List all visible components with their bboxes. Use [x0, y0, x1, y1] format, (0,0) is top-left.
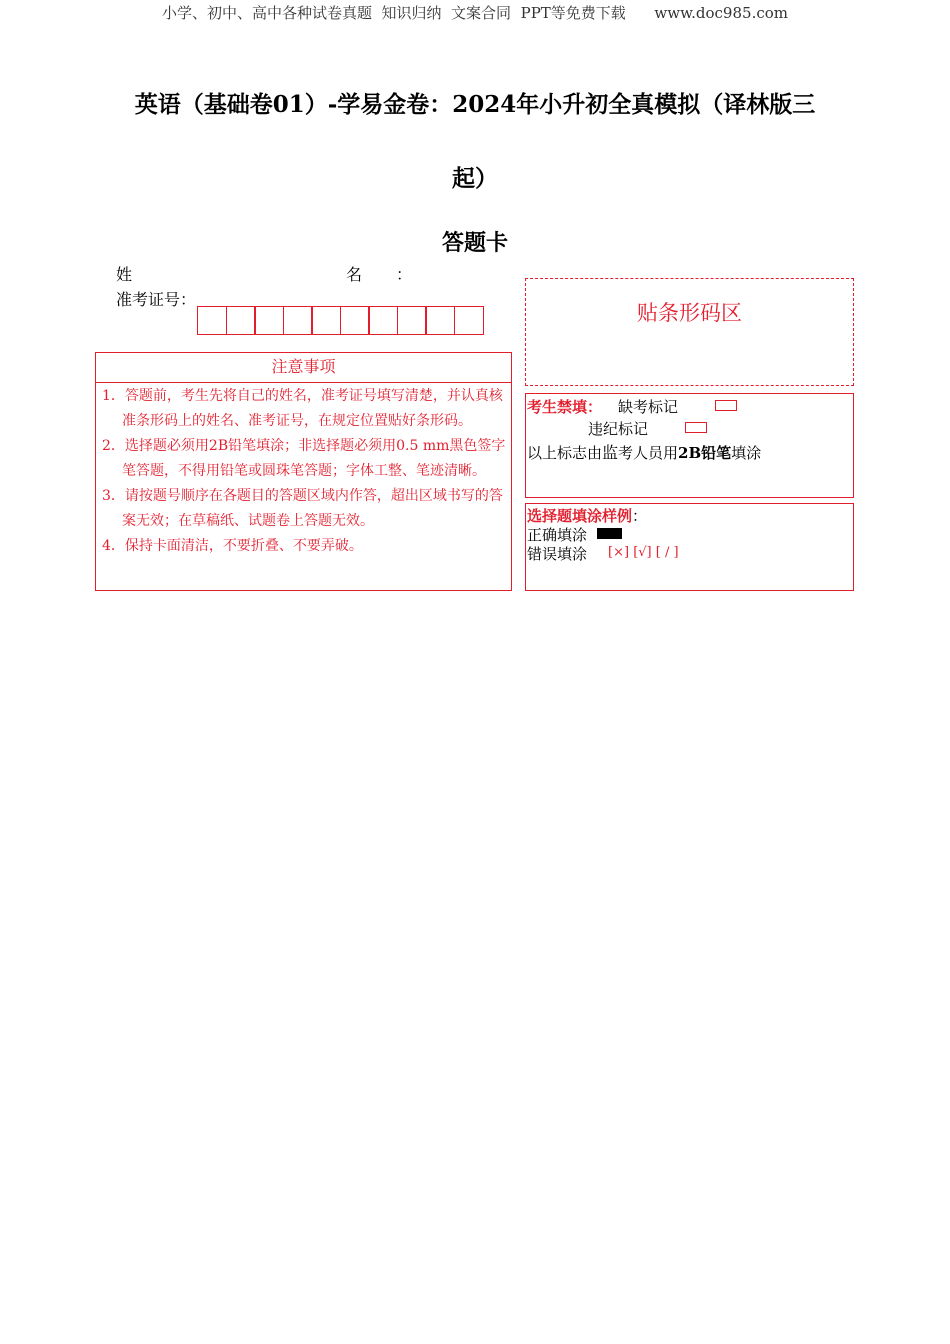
fill-example-label: 选择题填涂样例: [527, 507, 633, 525]
document-title-line-2: 起）: [452, 165, 498, 192]
correct-fill-sample: [597, 528, 622, 539]
exam-id-cell[interactable]: [226, 306, 256, 335]
barcode-area: [525, 278, 854, 386]
forbidden-note: [527, 440, 761, 463]
answer-card-title: 答题卡: [441, 231, 508, 256]
wrong-fill-sample: [×]: [608, 545, 630, 560]
note-item: 3．请按题号顺序在各题目的答题区域内作答，超出区域书写的答案无效；在草稿纸、试题卷上答题无效。: [102, 488, 503, 529]
fill-example-colon: ：: [632, 507, 648, 525]
notes-title: 注意事项: [96, 353, 511, 383]
exam-id-cell[interactable]: [397, 306, 427, 335]
forbidden-note-b: 监: [602, 443, 619, 462]
page-header: 小学、初中、高中各种试卷真题 知识归纳 文案合同 PPT等免费下载 www.doc985.com: [161, 4, 788, 22]
exam-id-label: 准考证号：: [116, 290, 197, 309]
document-title-line-1: 英语（基础卷01）-学易金卷：2024年小升初全真模拟（译林版三: [134, 91, 816, 118]
absent-mark-box[interactable]: [715, 400, 737, 411]
wrong-fill-label: 错误填涂: [527, 545, 588, 563]
notes-list: [102, 384, 506, 559]
name-label-a: 姓: [116, 265, 133, 284]
correct-fill-label: 正确填涂: [527, 526, 588, 544]
exam-id-cell[interactable]: [283, 306, 313, 335]
violation-mark-label: 违纪标记: [588, 420, 649, 438]
forbidden-note-d: 2B: [678, 444, 702, 462]
exam-id-cell[interactable]: [368, 306, 398, 335]
barcode-label: 贴条形码区: [637, 301, 742, 325]
exam-id-cell[interactable]: [454, 306, 484, 335]
note-item: 2．选择题必须用2B铅笔填涂；非选择题必须用0.5 mm黑色签字笔答题，不得用铅笔或圆珠笔答题；字体工整、笔迹清晰。: [102, 438, 506, 479]
forbidden-note-c: 考人员用: [618, 444, 679, 462]
exam-id-cell[interactable]: [425, 306, 455, 335]
exam-id-cell[interactable]: [340, 306, 370, 335]
exam-id-cell[interactable]: [197, 306, 227, 335]
exam-id-grid: [197, 306, 484, 335]
wrong-fill-sample: [√]: [633, 545, 652, 560]
wrong-fill-sample: [ / ]: [655, 545, 679, 560]
forbidden-note-f: 填涂: [731, 444, 762, 462]
fill-example-header: [527, 505, 647, 526]
forbidden-note-e: 铅笔: [701, 444, 732, 462]
name-label-b: 名: [346, 265, 363, 284]
wrong-fill-samples: [608, 545, 679, 560]
violation-mark-box[interactable]: [685, 422, 707, 433]
note-item: 4．保持卡面清洁，不要折叠、不要弄破。: [102, 538, 363, 554]
absent-mark-label: 缺考标记: [618, 398, 679, 416]
note-item: 1．答题前，考生先将自己的姓名，准考证号填写清楚，并认真核准条形码上的姓名、准考证号，在规定位置贴好条形码。: [102, 388, 503, 429]
exam-id-cell[interactable]: [254, 306, 284, 335]
exam-id-cell[interactable]: [311, 306, 341, 335]
name-colon: ：: [396, 265, 413, 284]
forbidden-note-a: 以上标志由: [527, 444, 603, 462]
forbidden-label: 考生禁填：: [527, 398, 603, 416]
